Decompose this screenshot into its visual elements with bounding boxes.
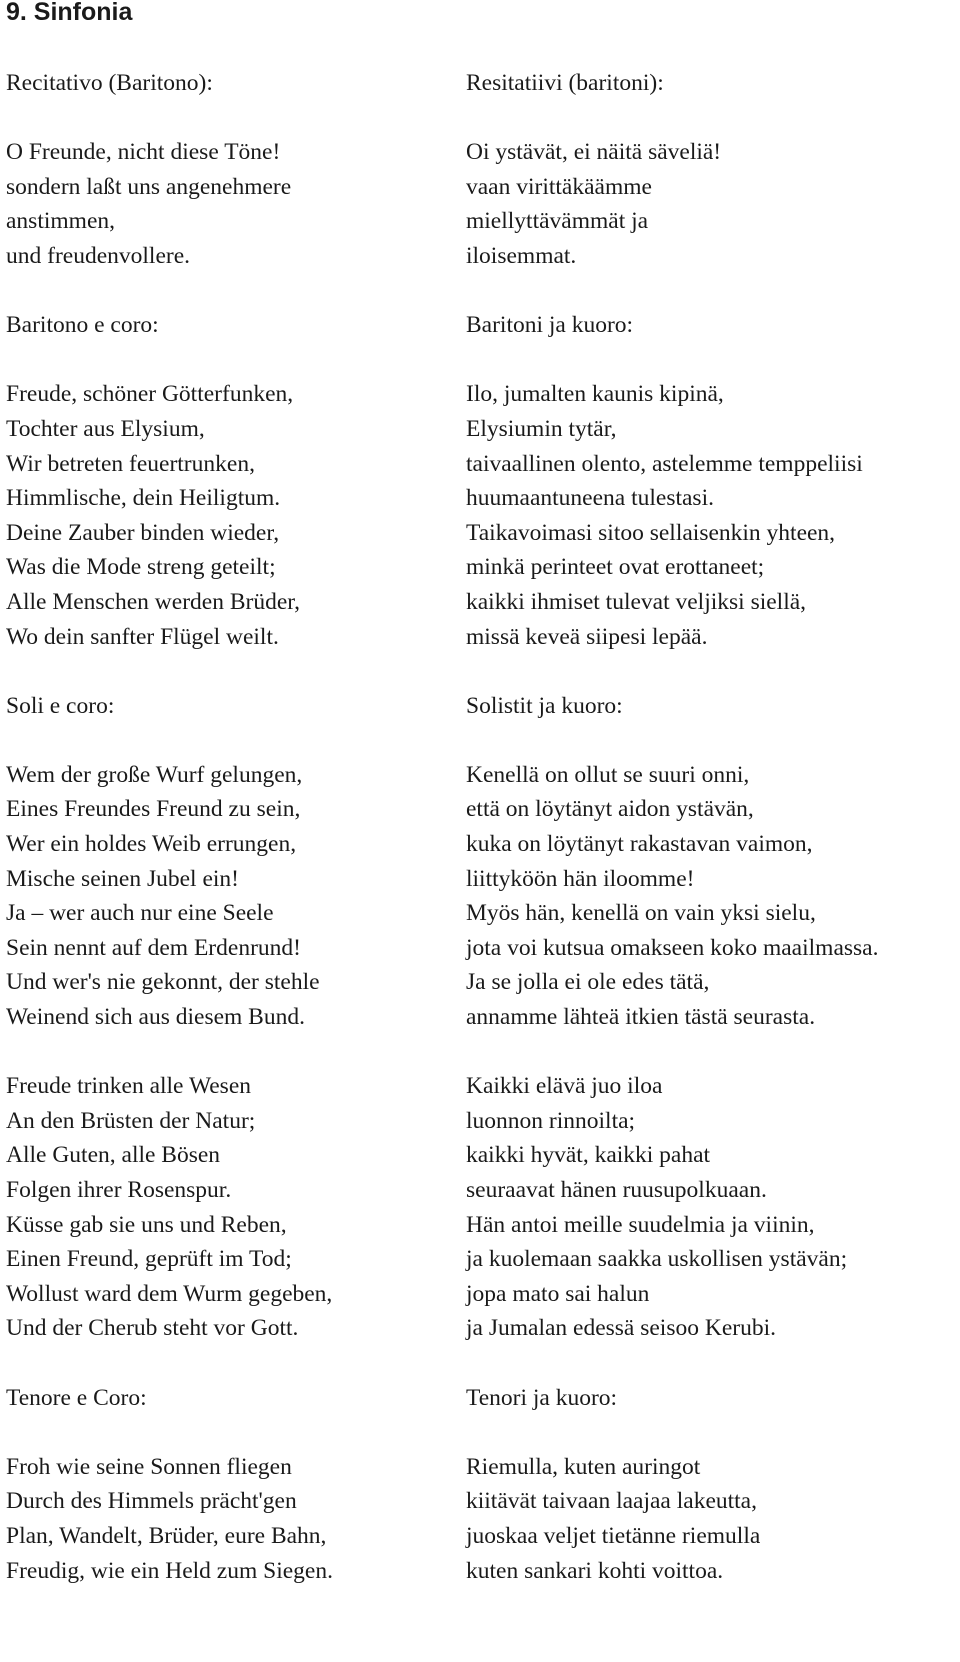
lyric-line: Tochter aus Elysium, [6,415,205,442]
lyric-line: kuten sankari kohti voittoa. [466,1557,724,1584]
lyric-line: Froh wie seine Sonnen fliegen [6,1453,292,1480]
lyric-line: minkä perinteet ovat erottaneet; [466,554,765,581]
stanza-gap [6,654,426,689]
lyric-line: iloisemmat. [466,242,577,269]
lyric-line: annamme lähteä itkien tästä seurasta. [466,1004,816,1031]
lyric-line: Himmlische, dein Heiligtum. [6,485,281,512]
lyric-line: Was die Mode streng geteilt; [6,554,276,581]
lyric-line: Elysiumin tytär, [466,415,617,442]
lyric-line: Ja se jolla ei ole edes tätä, [466,969,710,996]
lyric-line: seuraavat hänen ruusupolkuaan. [466,1177,767,1203]
german-text-column [6,66,426,1588]
lyric-line: und freudenvollere. [6,242,191,269]
lyric-line: vaan virittäkäämme [466,173,652,200]
heading-gap [466,343,956,378]
lyric-line: Freude trinken alle Wesen [6,1073,251,1100]
lyric-line: Weinend sich aus diesem Bund. [6,1004,305,1031]
lyric-line: Wer ein holdes Weib errungen, [6,831,297,858]
stanza-gap [466,654,956,689]
lyric-line: Plan, Wandelt, Brüder, eure Bahn, [6,1522,327,1549]
lyric-line: missä keveä siipesi lepää. [466,623,708,650]
lyric-line: Freude, schöner Götterfunken, [6,381,294,408]
lyric-line: Kaikki elävä juo iloa [466,1073,663,1100]
lyric-line: Eines Freundes Freund zu sein, [6,796,301,823]
stanza-gap [466,1346,956,1381]
heading-gap [6,1415,426,1450]
lyric-line: Und wer's nie gekonnt, der stehle [6,969,320,996]
heading-gap [466,723,956,758]
lyric-line: An den Brüsten der Natur; [6,1107,256,1134]
lyric-line: Mische seinen Jubel ein! [6,865,239,892]
lyric-line: Küsse gab sie uns und Reben, [6,1211,287,1238]
lyric-line: Taikavoimasi sitoo sellaisenkin yhteen, [466,519,836,546]
lyric-line: Ilo, jumalten kaunis kipinä, [466,381,724,408]
lyric-line: Einen Freund, geprüft im Tod; [6,1246,292,1273]
stanza-gap [466,274,956,309]
lyric-line: Hän antoi meille suudelmia ja viinin, [466,1211,815,1238]
lyric-line: jota voi kutsua omakseen koko maailmassa. [466,934,879,961]
finnish-text-column [466,66,956,1588]
stanza-gap [6,274,426,309]
heading-gap [6,343,426,378]
lyric-line: kuka on löytänyt rakastavan vaimon, [466,831,813,858]
page-title: 9. Sinfonia [6,0,133,26]
lyric-line: Ja – wer auch nur eine Seele [6,900,274,927]
stanza-gap [6,1035,426,1070]
lyric-line: O Freunde, nicht diese Töne! [6,139,281,166]
lyric-line: Riemulla, kuten auringot [466,1453,701,1480]
lyric-line: kaikki hyvät, kaikki pahat [466,1142,711,1169]
lyric-line: Folgen ihrer Rosenspur. [6,1177,232,1203]
lyric-line: että on löytänyt aidon ystävän, [466,796,754,823]
lyric-line: juoskaa veljet tietänne riemulla [466,1522,761,1549]
lyric-line: Wir betreten feuertrunken, [6,450,255,477]
lyric-line: kiitävät taivaan laajaa lakeutta, [466,1488,757,1515]
lyric-line: sondern laßt uns angenehmere [6,173,292,200]
lyric-line: Oi ystävät, ei näitä säveliä! [466,139,722,166]
section-heading: Soli e coro: [6,692,115,719]
lyric-line: Sein nennt auf dem Erdenrund! [6,934,301,961]
lyric-line: Wem der große Wurf gelungen, [6,761,303,788]
lyric-line: Deine Zauber binden wieder, [6,519,280,546]
lyric-line: Alle Guten, alle Bösen [6,1142,221,1169]
lyric-line: luonnon rinnoilta; [466,1107,636,1134]
lyric-line: kaikki ihmiset tulevat veljiksi siellä, [466,588,807,615]
section-heading: Resitatiivi (baritoni): [466,70,664,96]
section-heading: Tenori ja kuoro: [466,1384,618,1411]
section-heading: Tenore e Coro: [6,1384,147,1411]
section-heading: Solistit ja kuoro: [466,692,623,719]
lyric-line: Alle Menschen werden Brüder, [6,588,301,615]
lyric-line: Freudig, wie ein Held zum Siegen. [6,1557,333,1584]
heading-gap [6,101,426,136]
lyric-line: ja Jumalan edessä seisoo Kerubi. [466,1315,776,1342]
heading-gap [6,723,426,758]
stanza-gap [6,1346,426,1381]
heading-gap [466,1415,956,1450]
lyric-line: Wollust ward dem Wurm gegeben, [6,1280,333,1307]
lyric-line: Kenellä on ollut se suuri onni, [466,761,750,788]
lyric-line: jopa mato sai halun [466,1280,650,1307]
lyric-line: huumaantuneena tulestasi. [466,485,714,512]
lyric-line: Myös hän, kenellä on vain yksi sielu, [466,900,816,927]
section-heading: Baritono e coro: [6,312,159,339]
stanza-gap [466,1035,956,1070]
lyric-line: ja kuolemaan saakka uskollisen ystävän; [466,1246,848,1273]
lyric-line: anstimmen, [6,208,115,235]
lyric-line: Durch des Himmels prächt'gen [6,1488,297,1515]
lyric-line: Wo dein sanfter Flügel weilt. [6,623,279,650]
section-heading: Baritoni ja kuoro: [466,312,634,339]
section-heading: Recitativo (Baritono): [6,70,213,96]
lyric-line: Und der Cherub steht vor Gott. [6,1315,299,1342]
heading-gap [466,101,956,136]
lyric-line: taivaallinen olento, astelemme temppeliisi [466,450,863,477]
lyric-line: liittyköön hän iloomme! [466,865,695,892]
lyric-line: miellyttävämmät ja [466,208,649,235]
